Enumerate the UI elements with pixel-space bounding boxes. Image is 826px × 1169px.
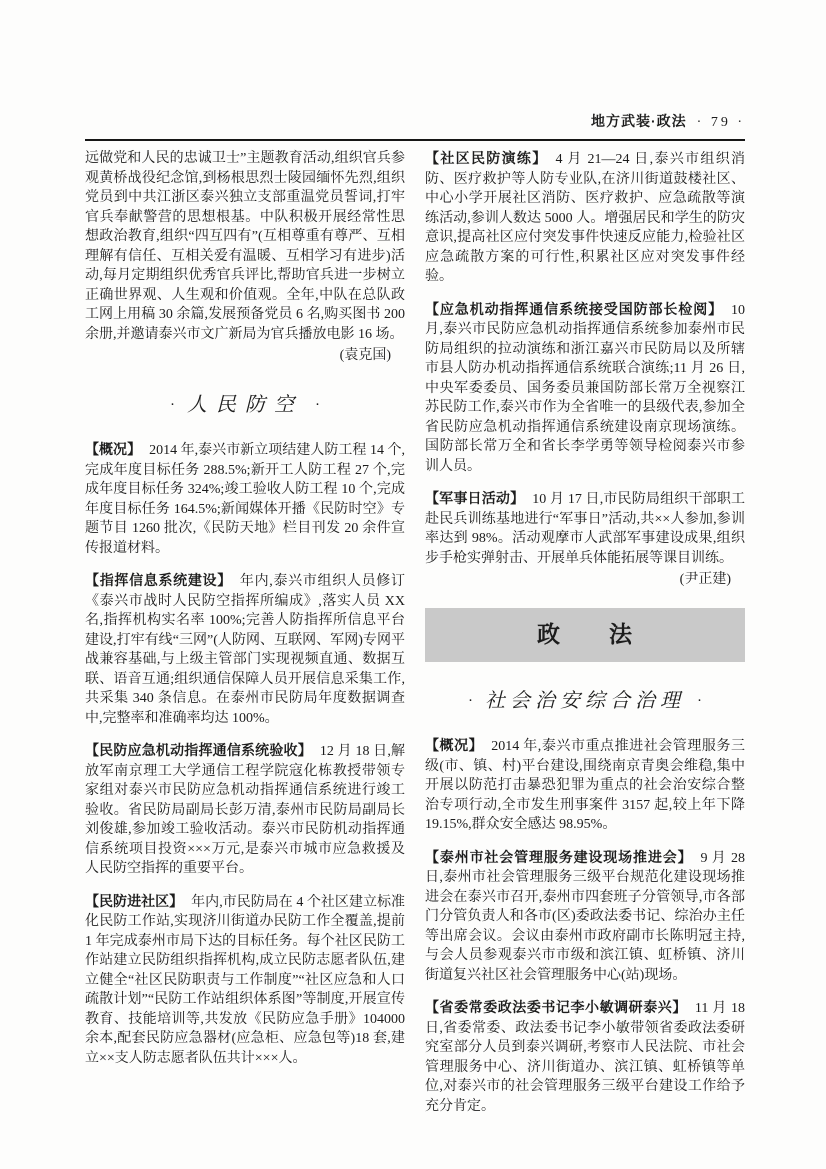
entry-diaoyan	[425, 998, 745, 1116]
header-rule	[85, 139, 745, 141]
yearbook-page	[85, 112, 745, 1116]
running-head	[85, 112, 745, 139]
entry-zhihui-xinxi	[85, 571, 405, 728]
entry-title: 【省委常委政法委书记李小敏调研泰兴】	[425, 999, 687, 1015]
entry-title: 【泰州市社会管理服务建设现场推进会】	[425, 848, 693, 865]
heading-right-dot: ·	[697, 693, 702, 709]
entry-yingji-yanshou	[85, 741, 405, 879]
entry-body: 4 月 21—24 日,泰兴市组织消防、医疗救护等人防专业队,在济川街道鼓楼社区、中心小学开展社区消防、医疗救护、应急疏散等演练活动,参训人数达 5000 人。增强居民和学生的防灾意识,提高社区应付突发事件快速反应能力,检验社区应急疏散方案的可行性,积累社区应对突发事件经验。	[425, 152, 746, 284]
author-signature: (尹正建)	[679, 572, 731, 587]
part-title-box	[425, 608, 745, 662]
part-title-text: 政 法	[537, 621, 633, 648]
heading-left-dot: ·	[170, 397, 175, 413]
entry-gaikuang-zhengfa	[425, 736, 745, 835]
section-heading-text: 人民防空	[187, 394, 303, 416]
entry-title: 【民防应急机动指挥通信系统验收】	[85, 742, 312, 758]
entry-title: 【指挥信息系统建设】	[85, 572, 232, 588]
entry-body: 2014 年,泰兴市新立项结建人防工程 14 个,完成年度目标任务 288.5%;新开工人防工程 27 个,完成年度目标任务 324%;竣工验收人防工程 10 个,完成年度目标任务 164.5%;新闻媒体开播《民防时空》专题节目 1260 批次,《民防天地》栏目刊发 20 余件宣传报道材料。	[85, 443, 406, 556]
entry-minfang-jinshequ	[85, 892, 405, 1069]
section-heading-zhian	[425, 688, 745, 714]
heading-right-dot: ·	[315, 397, 320, 413]
two-column-layout	[85, 149, 745, 1116]
entry-title: 【民防进社区】	[85, 892, 184, 909]
entry-body: 12 月 18 日,解放军南京理工大学通信工程学院寇化栋教授带领专家组对泰兴市民防应急机动指挥通信系统进行竣工验收。省民防局副局长彭万清,泰州市民防局副局长刘俊雄,参加竣工验收活动。泰兴市民防机动指挥通信系统项目投资×××万元,是泰兴市城市应急救援及人民防空指挥的重要平台。	[85, 744, 406, 876]
entry-body: 9 月 28 日,泰州市社会管理服务三级平台规范化建设现场推进会在泰兴市召开,泰州市四套班子分管领导,市各部门分管负责人和各市(区)委政法委书记、综治办主任等出席会议。会议由泰州市政府副市长陈明冠主持,与会人员参观泰兴市市级和滨江镇、虹桥镇、济川街道复兴社区社会管理服务中心(站)现场。	[425, 850, 746, 983]
continuation-paragraph: 远做党和人民的忠诚卫士”主题教育活动,组织官兵参观黄桥战役纪念馆,到杨根思烈士陵园缅怀先烈,组织党员到中共江浙区泰兴独立支部重温党员誓词,打牢官兵奉献警营的思想根基。中队积极开展经常性思想政治教育,组织“四互四有”(互相尊重有尊严、互相理解有信任、互相关爱有温暖、互相学习有进步)活动,每月定期组织优秀官兵评比,帮助官兵进一步树立正确世界观、人生观和价值观。全年,中队在总队政工网上用稿 30 余篇,发展预备党员 6 名,购买图书 200 余册,并邀请泰兴市文广新局为官兵播放电影 16 场。	[85, 151, 405, 342]
right-column	[425, 149, 745, 1116]
section-heading-renfang	[85, 392, 405, 418]
entry-title: 【社区民防演练】	[425, 150, 548, 166]
author-signature: (袁克国)	[339, 348, 391, 363]
entry-body: 11 月 18 日,省委常委、政法委书记李小敏带领省委政法委研究室部分人员到泰兴调研,考察市人民法院、市社会管理服务中心、济川街道办、滨江镇、虹桥镇等单位,对泰兴市的社会管理服务三级平台建设工作给予充分肯定。	[425, 1001, 746, 1114]
entry-body: 10 月 17 日,市民防局组织干部职工赴民兵训练基地进行“军事日”活动,共××人参加,参训率达到 98%。活动观摩市人武部军事建设成果,组织步手枪实弹射击、开展单兵体能拓展等课目训练。	[425, 492, 746, 566]
entry-jianyue	[425, 300, 745, 477]
entry-shequ-yanlian	[425, 149, 745, 287]
entry-body: 年内,市民防局在 4 个社区建立标准化民防工作站,实现济川街道办民防工作全覆盖,提前 1 年完成泰州市局下达的目标任务。每个社区民防工作站建立民防组织指挥机构,成立民防志愿者队伍,建立健全“社区民防职责与工作制度”“社区应急和人口疏散计划”“民防工作站组织体系图”等制度,开展宣传教育、技能培训等,共发放《民防应急手册》104000 余本,配套民防应急器材(应急柜、应急包等)18 套,建立××支人防志愿者队伍共计×××人。	[85, 894, 406, 1066]
entry-body: 年内,泰兴市组织人员修订《泰兴市战时人民防空指挥所编成》,落实人员 XX 名,指挥机构实名率 100%;完善人防指挥所信息平台建设,打牢有线“三网”(人防网、互联网、军网)专网平战兼容基础,与上级主管部门实现视频直通、数据互联、语音互通;组织通信保障人员开展信息采集工作,共采集 340 条信息。在泰州市民防局年度数据调查中,完整率和准确率均达 100%。	[85, 574, 406, 726]
entry-tuijinhui	[425, 848, 745, 986]
section-heading-text: 社会治安综合治理	[485, 690, 685, 712]
entry-title: 【概况】	[425, 737, 484, 753]
left-column	[85, 149, 405, 1116]
entry-junshiri	[425, 489, 745, 568]
entry-body: 10 月,泰兴市民防应急机动指挥通信系统参加泰州市民防局组织的拉动演练和浙江嘉兴市民防局以及所辖市县人防办机动指挥通信系统联合演练;11 月 26 日,中央军委委员、国务委员兼国防部长常万全视察江苏民防工作,泰兴市作为全省唯一的县级代表,参加全省民防应急机动指挥通信系统建设南京现场演练。国防部长常万全和省长李学勇等领导检阅泰兴市参训人员。	[425, 302, 745, 474]
entry-title: 【军事日活动】	[425, 490, 525, 506]
entry-body: 2014 年,泰兴市重点推进社会管理服务三级(市、镇、村)平台建设,围绕南京青奥会维稳,集中开展以防范打击暴恐犯罪为重点的社会治安综合整治专项行动,全市发生刑事案件 3157 起,较上年下降 19.15%,群众安全感达 98.95%。	[425, 739, 746, 832]
entry-gaikuang-renfang	[85, 440, 405, 558]
entry-title: 【概况】	[85, 441, 142, 457]
entry-title: 【应急机动指挥通信系统接受国防部长检阅】	[425, 300, 723, 317]
heading-left-dot: ·	[468, 693, 473, 709]
running-head-rubric: 地方武装·政法	[591, 113, 687, 129]
page-number: · 79 ·	[696, 115, 745, 130]
